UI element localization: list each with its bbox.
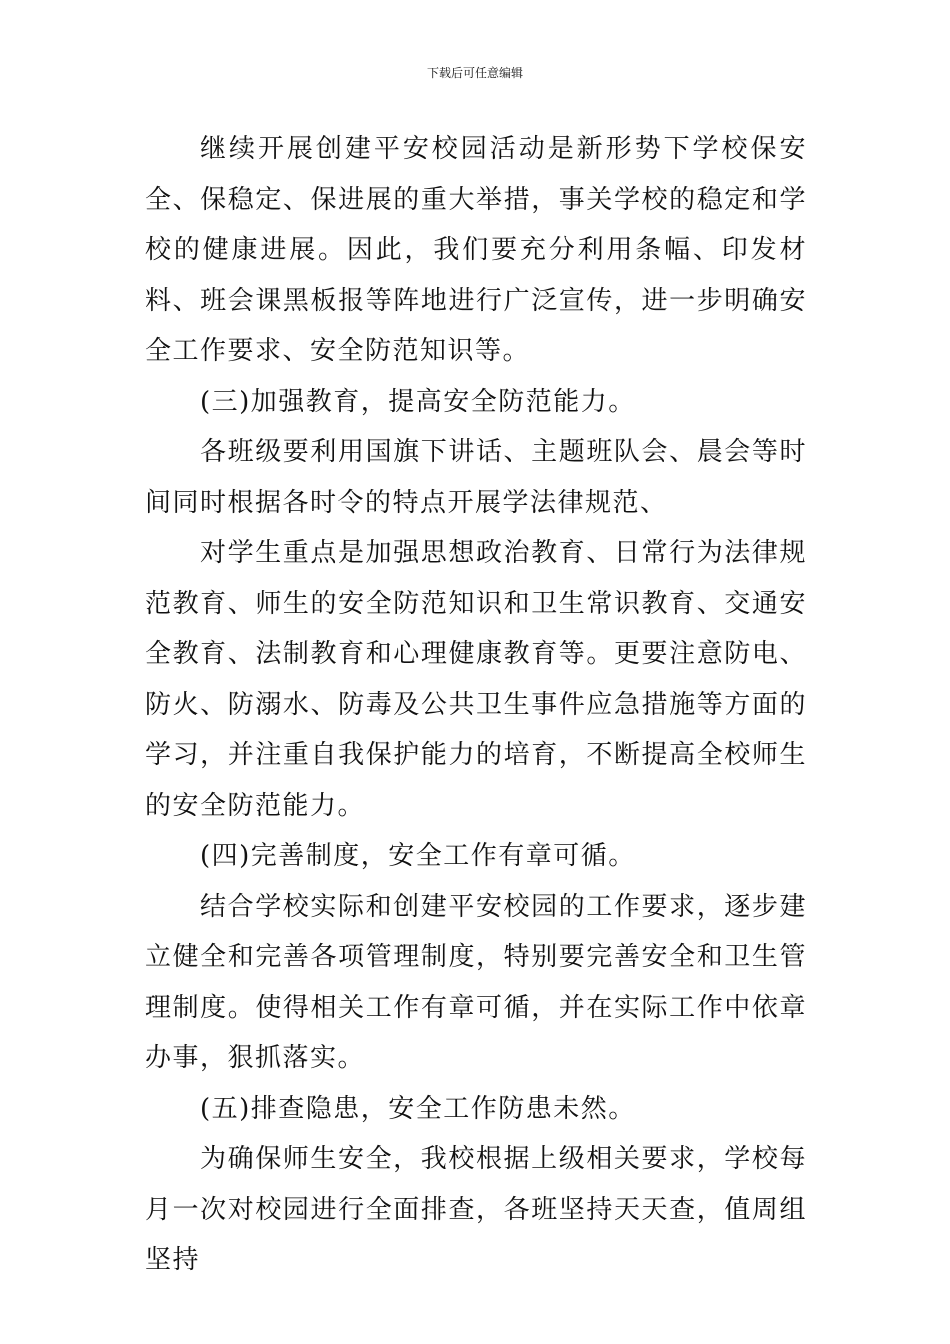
paragraph-inspection: 为确保师生安全，我校根据上级相关要求，学校每月一次对校园进行全面排查，各班坚持天天查，值周组坚持	[145, 1144, 807, 1275]
paragraph-student-education: 对学生重点是加强思想政治教育、日常行为法律规范教育、师生的安全防范知识和卫生常识教育、交通安全教育、法制教育和心理健康教育等。更要注意防电、防火、防溺水、防毒及公共卫生事件应急措施等方面的学习，并注重自我保护能力的培育，不断提高全校师生的安全防范能力。	[145, 538, 807, 821]
paragraph-regulations: 结合学校实际和创建平安校园的工作要求，逐步建立健全和完善各项管理制度，特别要完善安全和卫生管理制度。使得相关工作有章可循，并在实际工作中依章办事，狠抓落实。	[145, 891, 807, 1073]
section-heading-5: (五)排查隐患，安全工作防患未然。	[200, 1093, 636, 1124]
section-heading-3: (三)加强教育，提高安全防范能力。	[200, 386, 636, 417]
paragraph-intro: 继续开展创建平安校园活动是新形势下学校保安全、保稳定、保进展的重大举措，事关学校的稳定和学校的健康进展。因此，我们要充分利用条幅、印发材料、班会课黑板报等阵地进行广泛宣传，进一步明确安全工作要求、安全防范知识等。	[145, 134, 807, 366]
paragraph-class-activities: 各班级要利用国旗下讲话、主题班队会、晨会等时间同时根据各时令的特点开展学法律规范、	[145, 437, 807, 518]
section-heading-4: (四)完善制度，安全工作有章可循。	[200, 841, 636, 871]
document-body	[145, 124, 807, 1286]
page-header: 下载后可任意编辑	[426, 66, 523, 80]
